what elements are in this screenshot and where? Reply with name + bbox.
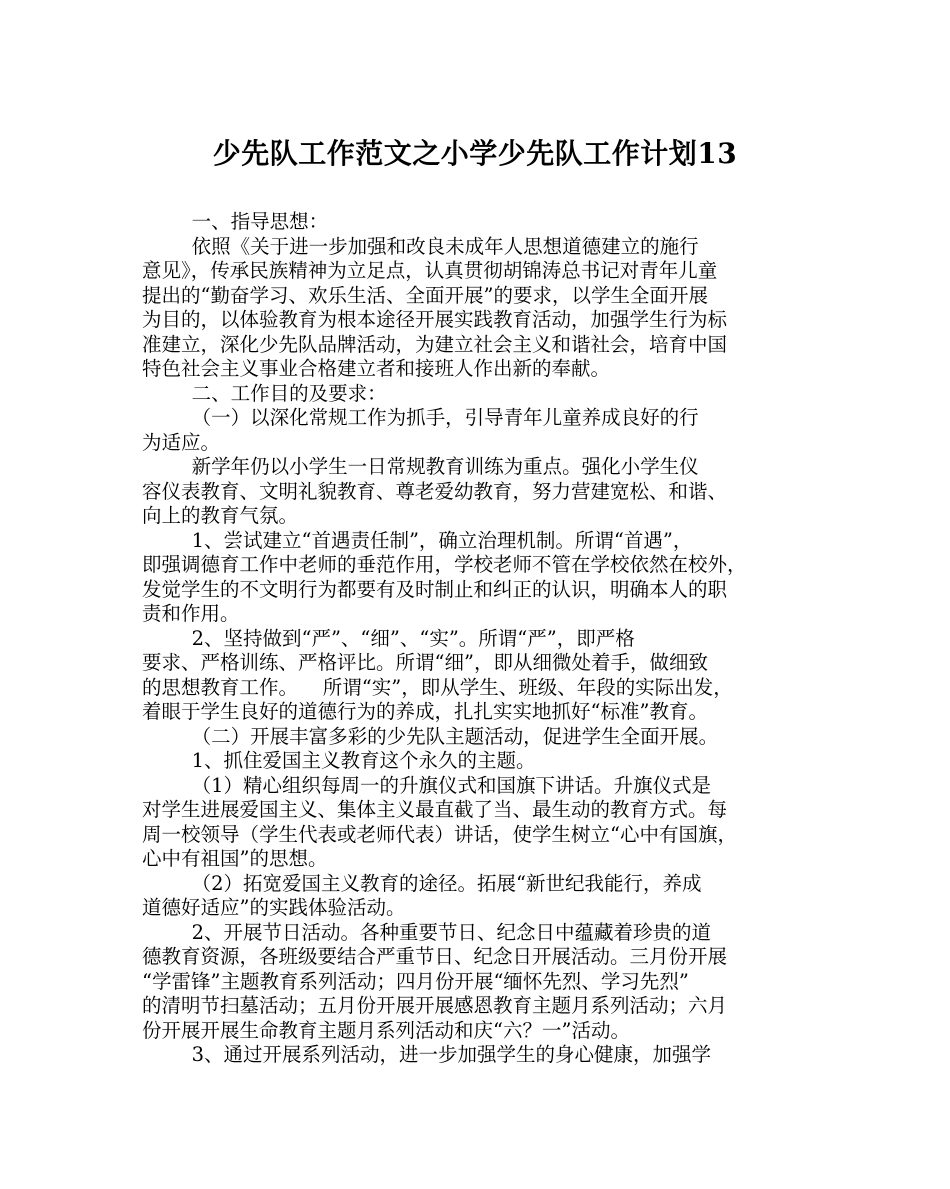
document-title: 少先队工作范文之小学少先队工作计划13 [212,137,738,170]
paragraph-line: 二、工作目的及要求： [142,381,387,405]
paragraph-line: （二）开展丰富多彩的少先队主题活动，促进学生全面开展。 [142,724,719,748]
paragraph-line: 的思想教育工作。 所谓“实”，即从学生、班级、年段的实际出发， [142,675,733,699]
paragraph-line: 新学年仍以小学生一日常规教育训练为重点。强化小学生仪 [142,455,699,478]
paragraph-line: 对学生进展爱国主义、集体主义最直截了当、最生动的教育方式。每 [142,798,728,821]
paragraph-line: 的清明节扫墓活动；五月份开展开展感恩教育主题月系列活动；六月 [142,994,728,1017]
paragraph-line: 德教育资源，各班级要结合严重节日、纪念日开展活动。三月份开展 [142,945,728,968]
paragraph-line: 为适应。 [142,430,221,454]
paragraph-line: “学雷锋”主题教育系列活动；四月份开展“缅怀先烈、学习先烈” [142,969,689,993]
paragraph-line: 2、开展节日活动。各种重要节日、纪念日中蕴藏着珍贵的道 [142,920,711,944]
paragraph-line: （一）以深化常规工作为抓手，引导青年儿童养成良好的行 [142,406,699,429]
paragraph-line: 特色社会主义事业合格建立者和接班人作出新的奉献。 [142,357,611,380]
paragraph-line: 即强调德育工作中老师的垂范作用，学校老师不管在学校依然在校外， [142,553,747,576]
paragraph-line: （1）精心组织每周一的升旗仪式和国旗下讲话。升旗仪式是 [142,773,711,797]
paragraph-line: 2、坚持做到“严”、“细”、“实”。所谓“严”，即严格 [142,626,635,650]
paragraph-line: 容仪表教育、文明礼貌教育、尊老爱幼教育，努力营建宽松、和谐、 [142,479,728,503]
paragraph-line: 1、抓住爱国主义教育这个永久的主题。 [142,749,536,772]
paragraph-line: 责和作用。 [142,602,240,625]
paragraph-line: 准建立，深化少先队品牌活动，为建立社会主义和谐社会，培育中国 [142,332,728,356]
paragraph-line: 意见》，传承民族精神为立足点，认真贯彻胡锦涛总书记对青年儿童 [142,259,718,282]
paragraph-line: 着眼于学生良好的道德行为的养成，扎扎实实地抓好“标准”教育。 [142,700,708,723]
paragraph-line: 依照《关于进一步加强和改良未成年人思想道德建立的施行 [142,234,699,258]
paragraph-line: 要求、严格训练、严格评比。所谓“细”，即从细微处着手，做细致 [142,651,708,674]
paragraph-line: （2）拓宽爱国主义教育的途径。拓展“新世纪我能行，养成 [142,871,702,895]
paragraph-line: 1、尝试建立“首遇责任制”，确立治理机制。所谓“首遇”， [142,528,693,552]
paragraph-line: 发觉学生的不文明行为都要有及时制止和纠正的认识，明确本人的职 [142,577,728,601]
paragraph-line: 道德好适应”的实践体验活动。 [142,896,406,919]
paragraph-line: 份开展开展生命教育主题月系列活动和庆“六？一”活动。 [142,1018,630,1042]
paragraph-line: 为目的，以体验教育为根本途径开展实践教育活动，加强学生行为标 [142,308,728,331]
document-body [142,210,810,1068]
paragraph-line: 向上的教育气氛。 [142,504,299,527]
paragraph-line: 心中有祖国”的思想。 [142,847,328,870]
paragraph-line: 周一校领导（学生代表或老师代表）讲话，使学生树立“心中有国旗， [142,822,737,846]
paragraph-line: 一、指导思想： [142,210,329,233]
paragraph-line: 3、通过开展系列活动，进一步加强学生的身心健康，加强学 [142,1043,711,1066]
paragraph-line: 提出的“勤奋学习、欢乐生活、全面开展”的要求，以学生全面开展 [142,283,708,307]
